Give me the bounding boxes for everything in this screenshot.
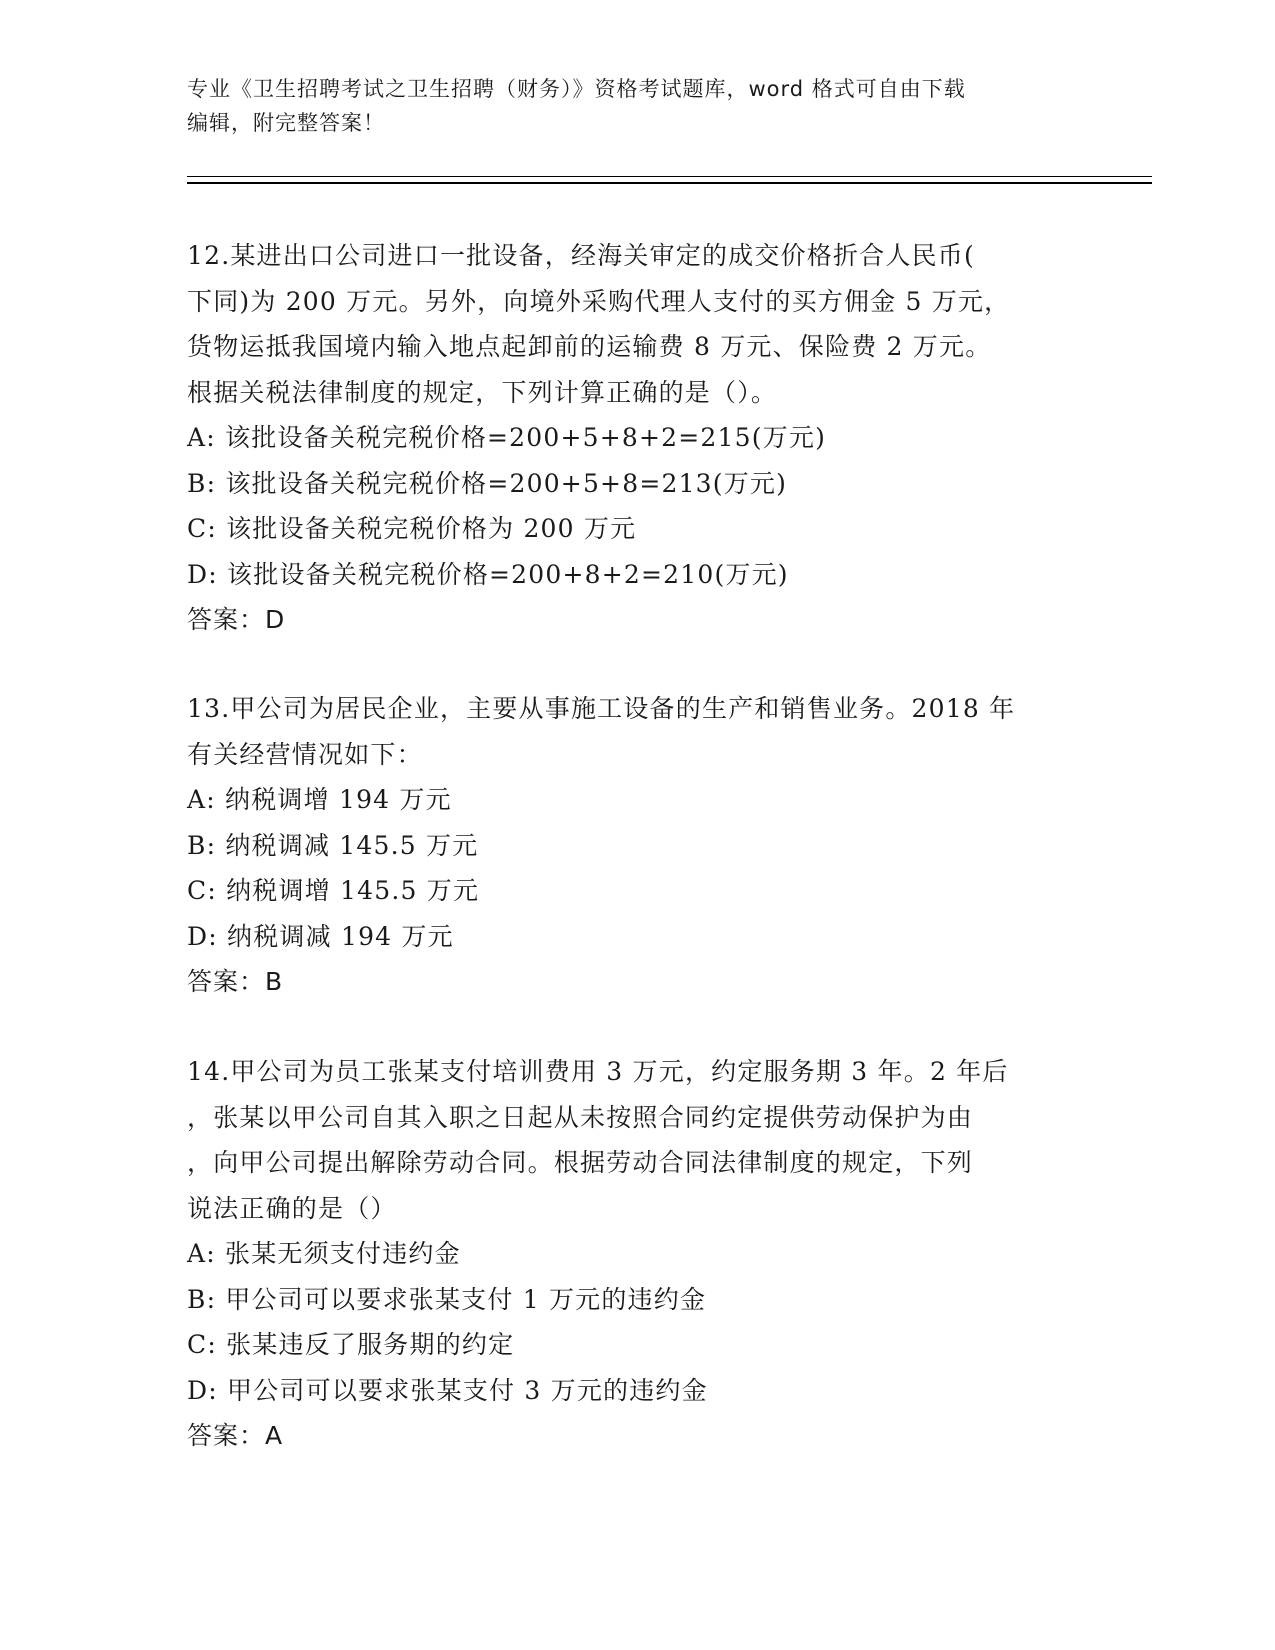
- question-stem-line: ，张某以甲公司自其入职之日起从未按照合同约定提供劳动保护为由: [187, 1102, 974, 1132]
- question-stem-line: 下同)为 200 万元。另外，向境外采购代理人支付的买方佣金 5 万元，: [187, 286, 1011, 316]
- answer-line: 答案：B: [187, 967, 284, 996]
- option-d: D: 甲公司可以要求张某支付 3 万元的违约金: [187, 1375, 708, 1405]
- question-stem-line: 13.甲公司为居民企业，主要从事施工设备的生产和销售业务。2018 年: [187, 694, 1016, 723]
- option-b: B: 该批设备关税完税价格=200+5+8=213(万元): [187, 468, 788, 498]
- option-d: D: 该批设备关税完税价格=200+8+2=210(万元): [187, 559, 789, 589]
- question-stem-line: 根据关税法律制度的规定，下列计算正确的是（）。: [187, 377, 778, 407]
- option-a: A: 该批设备关税完税价格=200+5+8+2=215(万元): [187, 423, 827, 452]
- answer-line: 答案：A: [187, 1421, 284, 1450]
- question-12: [187, 233, 1087, 643]
- option-c: C: 纳税调增 145.5 万元: [187, 876, 480, 905]
- question-stem-line: 有关经营情况如下：: [187, 739, 423, 769]
- option-c: C: 该批设备关税完税价格为 200 万元: [187, 514, 637, 543]
- option-b: B: 甲公司可以要求张某支付 1 万元的违约金: [187, 1284, 707, 1314]
- question-14: [187, 1049, 1087, 1459]
- document-header: 专业《卫生招聘考试之卫生招聘（财务）》资格考试题库，word 格式可自由下载 编辑，附完整答案！: [187, 77, 966, 135]
- option-c: C: 张某违反了服务期的约定: [187, 1330, 515, 1359]
- question-stem-line: 说法正确的是（）: [187, 1193, 397, 1223]
- option-b: B: 纳税调减 145.5 万元: [187, 830, 479, 860]
- question-stem-line: 货物运抵我国境内输入地点起卸前的运输费 8 万元、保险费 2 万元。: [187, 332, 992, 361]
- answer-line: 答案：D: [187, 605, 286, 634]
- question-13: [187, 686, 1087, 1005]
- question-stem-line: ，向甲公司提出解除劳动合同。根据劳动合同法律制度的规定，下列: [187, 1148, 974, 1177]
- option-a: A: 张某无须支付违约金: [187, 1239, 461, 1268]
- header-divider-thin: [187, 176, 1152, 177]
- question-stem-line: 12.某进出口公司进口一批设备，经海关审定的成交价格折合人民币(: [187, 241, 975, 270]
- option-d: D: 纳税调减 194 万元: [187, 921, 454, 951]
- option-a: A: 纳税调增 194 万元: [187, 785, 452, 814]
- question-stem-line: 14.甲公司为员工张某支付培训费用 3 万元，约定服务期 3 年。2 年后: [187, 1057, 1009, 1086]
- header-divider-thick: [187, 182, 1152, 184]
